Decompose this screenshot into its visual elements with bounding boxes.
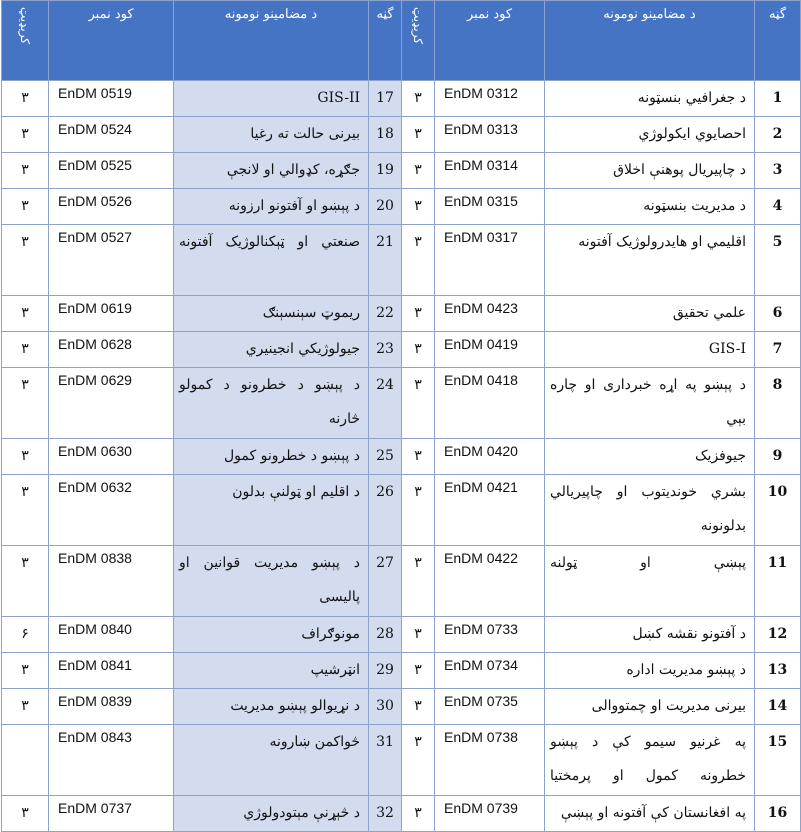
subject-name-2: صنعتي او ټېکنالوژیک آفتونه <box>174 225 369 296</box>
credit-value-2: ۶ <box>2 617 49 653</box>
course-code-2: EnDM 0630 <box>49 439 174 475</box>
table-row <box>2 653 801 689</box>
course-code-2: EnDM 0632 <box>49 475 174 546</box>
subject-name: پېښې او ټولنه <box>545 546 755 617</box>
course-code: EnDM 0420 <box>435 439 545 475</box>
course-code: EnDM 0738 <box>435 725 545 796</box>
row-number-2: 31 <box>369 725 402 796</box>
subject-name-2: د نړیوالو پېښو مدیریت <box>174 689 369 725</box>
subject-name-2: مونوګراف <box>174 617 369 653</box>
header-credit: کریډیټ <box>402 1 435 81</box>
subject-name-2: د پېښو او آفتونو ارزونه <box>174 189 369 225</box>
subject-name: جیوفزیک <box>545 439 755 475</box>
row-number: 3 <box>755 153 801 189</box>
course-code-2: EnDM 0527 <box>49 225 174 296</box>
course-code: EnDM 0423 <box>435 296 545 332</box>
subject-name: علمي تحقیق <box>545 296 755 332</box>
course-code-2: EnDM 0840 <box>49 617 174 653</box>
credit-value-2: ۳ <box>2 225 49 296</box>
table-row <box>2 617 801 653</box>
course-code: EnDM 0314 <box>435 153 545 189</box>
subject-name-2: انټرشیپ <box>174 653 369 689</box>
course-code: EnDM 0313 <box>435 117 545 153</box>
subject-name-2: بیرنی حالت ته رغیا <box>174 117 369 153</box>
header-subject: د مضامینو نومونه <box>545 1 755 81</box>
course-code-2: EnDM 0519 <box>49 81 174 117</box>
course-code-2: EnDM 0841 <box>49 653 174 689</box>
row-number: 12 <box>755 617 801 653</box>
credit-value: ۳ <box>402 546 435 617</box>
row-number: 7 <box>755 332 801 368</box>
row-number-2: 32 <box>369 796 402 832</box>
row-number: 13 <box>755 653 801 689</box>
header-no: گڼه <box>755 1 801 81</box>
credit-value-2: ۳ <box>2 689 49 725</box>
table-row <box>2 439 801 475</box>
course-code: EnDM 0734 <box>435 653 545 689</box>
credit-value: ۳ <box>402 368 435 439</box>
course-code-2: EnDM 0838 <box>49 546 174 617</box>
header-code-2: کود نمبر <box>49 1 174 81</box>
subject-name: د چاپیریال پوهنې اخلاق <box>545 153 755 189</box>
subject-name: د جغرافیي بنسټونه <box>545 81 755 117</box>
table-row <box>2 796 801 832</box>
curriculum-table <box>1 0 801 832</box>
credit-value-2: ۳ <box>2 475 49 546</box>
row-number-2: 20 <box>369 189 402 225</box>
course-code-2: EnDM 0526 <box>49 189 174 225</box>
row-number-2: 28 <box>369 617 402 653</box>
course-code: EnDM 0419 <box>435 332 545 368</box>
table-row <box>2 689 801 725</box>
header-credit-2: کریډیټ <box>2 1 49 81</box>
credit-value: ۳ <box>402 117 435 153</box>
credit-value: ۳ <box>402 81 435 117</box>
credit-value-2: ۳ <box>2 153 49 189</box>
credit-value-2 <box>2 725 49 796</box>
row-number-2: 26 <box>369 475 402 546</box>
credit-value-2: ۳ <box>2 653 49 689</box>
subject-name: په افغانستان کې آفتونه او پېښې <box>545 796 755 832</box>
subject-name-2: جیولوژیکي انجینیري <box>174 332 369 368</box>
course-code: EnDM 0418 <box>435 368 545 439</box>
table-row <box>2 296 801 332</box>
row-number-2: 27 <box>369 546 402 617</box>
table-row <box>2 189 801 225</box>
subject-name: احصایوي ایکولوژي <box>545 117 755 153</box>
subject-name: GIS-I <box>545 332 755 368</box>
row-number-2: 17 <box>369 81 402 117</box>
table-row <box>2 117 801 153</box>
credit-value-2: ۳ <box>2 546 49 617</box>
row-number-2: 21 <box>369 225 402 296</box>
table-row <box>2 546 801 617</box>
credit-value: ۳ <box>402 617 435 653</box>
credit-value: ۳ <box>402 653 435 689</box>
credit-value: ۳ <box>402 725 435 796</box>
subject-name-2: ریموټ سېنسېنګ <box>174 296 369 332</box>
row-number-2: 23 <box>369 332 402 368</box>
credit-value-2: ۳ <box>2 439 49 475</box>
credit-value: ۳ <box>402 332 435 368</box>
course-code: EnDM 0735 <box>435 689 545 725</box>
course-code-2: EnDM 0628 <box>49 332 174 368</box>
subject-name-2: څواکمن ښارونه <box>174 725 369 796</box>
subject-name: اقلیمي او هایدرولوژیک آفتونه <box>545 225 755 296</box>
subject-name: د پېښو په اړه خبرداری او چاره بېي <box>545 368 755 439</box>
header-no-2: گڼه <box>369 1 402 81</box>
row-number: 8 <box>755 368 801 439</box>
subject-name: بشري خوندیتوب او چاپیریالي بدلونونه <box>545 475 755 546</box>
row-number-2: 24 <box>369 368 402 439</box>
row-number: 16 <box>755 796 801 832</box>
credit-value: ۳ <box>402 153 435 189</box>
credit-value: ۳ <box>402 689 435 725</box>
header-subject-2: د مضامینو نومونه <box>174 1 369 81</box>
subject-name-2: د پېښو د خطرونو کمول <box>174 439 369 475</box>
subject-name: بیرنی مدیریت او چمتووالی <box>545 689 755 725</box>
course-code: EnDM 0739 <box>435 796 545 832</box>
credit-value-2: ۳ <box>2 81 49 117</box>
course-code-2: EnDM 0619 <box>49 296 174 332</box>
credit-value: ۳ <box>402 796 435 832</box>
subject-name: د آفتونو نقشه کښل <box>545 617 755 653</box>
course-code-2: EnDM 0839 <box>49 689 174 725</box>
course-code-2: EnDM 0843 <box>49 725 174 796</box>
row-number-2: 19 <box>369 153 402 189</box>
row-number: 1 <box>755 81 801 117</box>
table-row <box>2 475 801 546</box>
table-row <box>2 368 801 439</box>
course-code: EnDM 0315 <box>435 189 545 225</box>
credit-value-2: ۳ <box>2 368 49 439</box>
table-row <box>2 725 801 796</box>
row-number-2: 30 <box>369 689 402 725</box>
credit-value-2: ۳ <box>2 117 49 153</box>
course-code: EnDM 0733 <box>435 617 545 653</box>
row-number: 4 <box>755 189 801 225</box>
row-number: 14 <box>755 689 801 725</box>
course-code: EnDM 0421 <box>435 475 545 546</box>
header-row <box>2 1 801 81</box>
row-number: 9 <box>755 439 801 475</box>
row-number-2: 22 <box>369 296 402 332</box>
header-code: کود نمبر <box>435 1 545 81</box>
row-number: 2 <box>755 117 801 153</box>
course-code-2: EnDM 0737 <box>49 796 174 832</box>
subject-name-2: GIS-II <box>174 81 369 117</box>
subject-name-2: د پېښو د خطرونو د کمولو څارنه <box>174 368 369 439</box>
subject-name-2: د څېړنې مېتودولوژي <box>174 796 369 832</box>
table-row <box>2 332 801 368</box>
subject-name-2: جګړه، کډوالي او لانجې <box>174 153 369 189</box>
course-code-2: EnDM 0524 <box>49 117 174 153</box>
credit-value-2: ۳ <box>2 796 49 832</box>
row-number: 6 <box>755 296 801 332</box>
credit-value: ۳ <box>402 439 435 475</box>
row-number: 5 <box>755 225 801 296</box>
table-row <box>2 225 801 296</box>
row-number-2: 25 <box>369 439 402 475</box>
row-number-2: 18 <box>369 117 402 153</box>
row-number-2: 29 <box>369 653 402 689</box>
table-row <box>2 153 801 189</box>
subject-name-2: د اقلیم او ټولنې بدلون <box>174 475 369 546</box>
credit-value: ۳ <box>402 475 435 546</box>
subject-name-2: د پېښو مدیریت قوانین او پالیسی <box>174 546 369 617</box>
row-number: 10 <box>755 475 801 546</box>
subject-name: د پېښو مدیریت اداره <box>545 653 755 689</box>
credit-value-2: ۳ <box>2 296 49 332</box>
subject-name: د مدیریت بنسټونه <box>545 189 755 225</box>
credit-value-2: ۳ <box>2 189 49 225</box>
course-code: EnDM 0317 <box>435 225 545 296</box>
course-code: EnDM 0312 <box>435 81 545 117</box>
course-code: EnDM 0422 <box>435 546 545 617</box>
subject-name: په غرنیو سیمو کې د پېښو خطرونه کمول او پرمختیا <box>545 725 755 796</box>
course-code-2: EnDM 0629 <box>49 368 174 439</box>
credit-value: ۳ <box>402 296 435 332</box>
credit-value: ۳ <box>402 225 435 296</box>
table-row <box>2 81 801 117</box>
credit-value: ۳ <box>402 189 435 225</box>
course-code-2: EnDM 0525 <box>49 153 174 189</box>
credit-value-2: ۳ <box>2 332 49 368</box>
row-number: 11 <box>755 546 801 617</box>
row-number: 15 <box>755 725 801 796</box>
